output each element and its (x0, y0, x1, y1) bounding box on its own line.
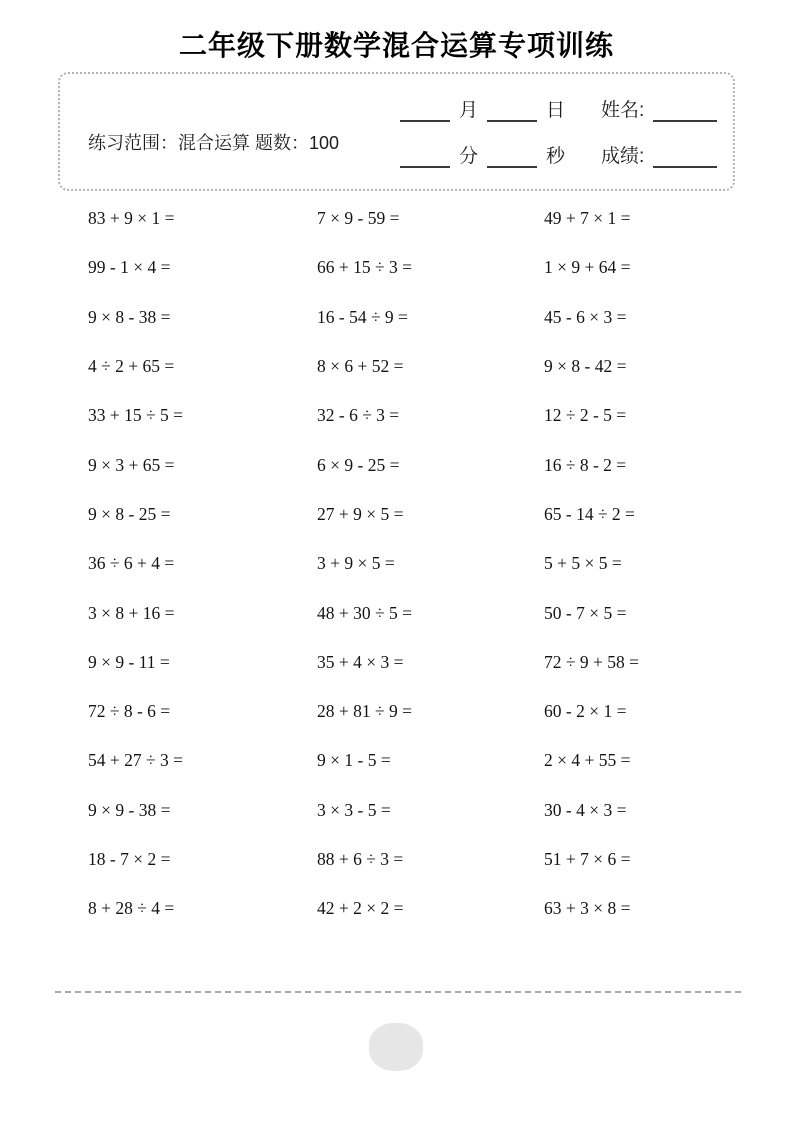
problem-r1-c2: 7 × 9 - 59 = (317, 208, 400, 229)
page-title: 二年级下册数学混合运算专项训练 (178, 30, 614, 61)
problem-r4-c1: 4 ÷ 2 + 65 = (88, 356, 175, 377)
score-label: 成绩: (601, 146, 645, 167)
problem-r3-c1: 9 × 8 - 38 = (88, 306, 171, 327)
day-blank-line (487, 100, 537, 122)
problem-r15-c2: 42 + 2 × 2 = (317, 898, 404, 919)
problem-r9-c2: 48 + 30 ÷ 5 = (317, 602, 412, 623)
problem-r4-c2: 8 × 6 + 52 = (317, 356, 404, 377)
problem-r9-c3: 50 - 7 × 5 = (544, 602, 627, 623)
footer-dashed-divider (55, 991, 741, 993)
time-score-row (400, 142, 717, 168)
problem-r6-c3: 16 ÷ 8 - 2 = (544, 454, 627, 475)
problem-r15-c3: 63 + 3 × 8 = (544, 898, 631, 919)
problem-r5-c2: 32 - 6 ÷ 3 = (317, 405, 400, 426)
problem-r14-c3: 51 + 7 × 6 = (544, 849, 631, 869)
score-blank-line (653, 146, 717, 168)
problem-r1-c1: 83 + 9 × 1 = (88, 208, 175, 229)
problem-r12-c2: 9 × 1 - 5 = (317, 750, 391, 771)
date-name-row (400, 96, 717, 122)
practice-scope-label: 练习范围：混合运算 题数：100 (88, 133, 340, 153)
problem-r6-c2: 6 × 9 - 25 = (317, 454, 400, 475)
minute-label: 分 (459, 146, 479, 167)
problem-r8-c1: 36 ÷ 6 + 4 = (88, 553, 175, 574)
second-blank-line (487, 146, 537, 168)
problem-r10-c2: 35 + 4 × 3 = (317, 651, 404, 672)
problem-r7-c3: 65 - 14 ÷ 2 = (544, 503, 635, 524)
problem-r3-c3: 45 - 6 × 3 = (544, 306, 627, 327)
problem-r7-c2: 27 + 9 × 5 = (317, 503, 404, 524)
problem-r11-c2: 28 + 81 ÷ 9 = (317, 701, 412, 722)
problem-r8-c3: 5 + 5 × 5 = (544, 553, 622, 574)
problem-r13-c3: 30 - 4 × 3 = (544, 799, 627, 820)
month-label: 月 (459, 100, 479, 121)
problem-r2-c3: 1 × 9 + 64 = (544, 257, 631, 278)
problem-r12-c1: 54 + 27 ÷ 3 = (88, 750, 183, 771)
problem-r8-c2: 3 + 9 × 5 = (317, 553, 395, 574)
problem-r11-c3: 60 - 2 × 1 = (544, 701, 627, 722)
problem-r5-c3: 12 ÷ 2 - 5 = (544, 405, 627, 426)
name-blank-line (653, 100, 717, 122)
problem-r10-c1: 9 × 9 - 11 = (88, 651, 170, 672)
problem-r12-c3: 2 × 4 + 55 = (544, 750, 631, 771)
problem-r14-c1: 18 - 7 × 2 = (88, 849, 171, 869)
problem-r15-c1: 8 + 28 ÷ 4 = (88, 898, 175, 919)
day-label: 日 (546, 100, 566, 121)
problem-r2-c1: 99 - 1 × 4 = (88, 257, 171, 278)
second-label: 秒 (546, 146, 566, 167)
month-blank-line (400, 100, 450, 122)
page-indicator-bubble (369, 1023, 423, 1071)
problem-r1-c3: 49 + 7 × 1 = (544, 208, 631, 229)
name-label: 姓名: (601, 100, 645, 121)
problem-r5-c1: 33 + 15 ÷ 5 = (88, 405, 183, 426)
problem-r9-c1: 3 × 8 + 16 = (88, 602, 175, 623)
minute-blank-line (400, 146, 450, 168)
problem-r4-c3: 9 × 8 - 42 = (544, 356, 627, 377)
problems-grid (88, 194, 748, 933)
problem-r13-c1: 9 × 9 - 38 = (88, 799, 171, 820)
fill-in-fields (400, 96, 717, 168)
problem-r2-c2: 66 + 15 ÷ 3 = (317, 257, 412, 278)
problem-r10-c3: 72 ÷ 9 + 58 = (544, 651, 639, 672)
problem-r11-c1: 72 ÷ 8 - 6 = (88, 701, 171, 722)
info-box (58, 72, 735, 191)
problem-r3-c2: 16 - 54 ÷ 9 = (317, 306, 408, 327)
problem-r7-c1: 9 × 8 - 25 = (88, 503, 171, 524)
problem-r13-c2: 3 × 3 - 5 = (317, 799, 391, 820)
problem-r14-c2: 88 + 6 ÷ 3 = (317, 849, 404, 869)
problem-r6-c1: 9 × 3 + 65 = (88, 454, 175, 475)
